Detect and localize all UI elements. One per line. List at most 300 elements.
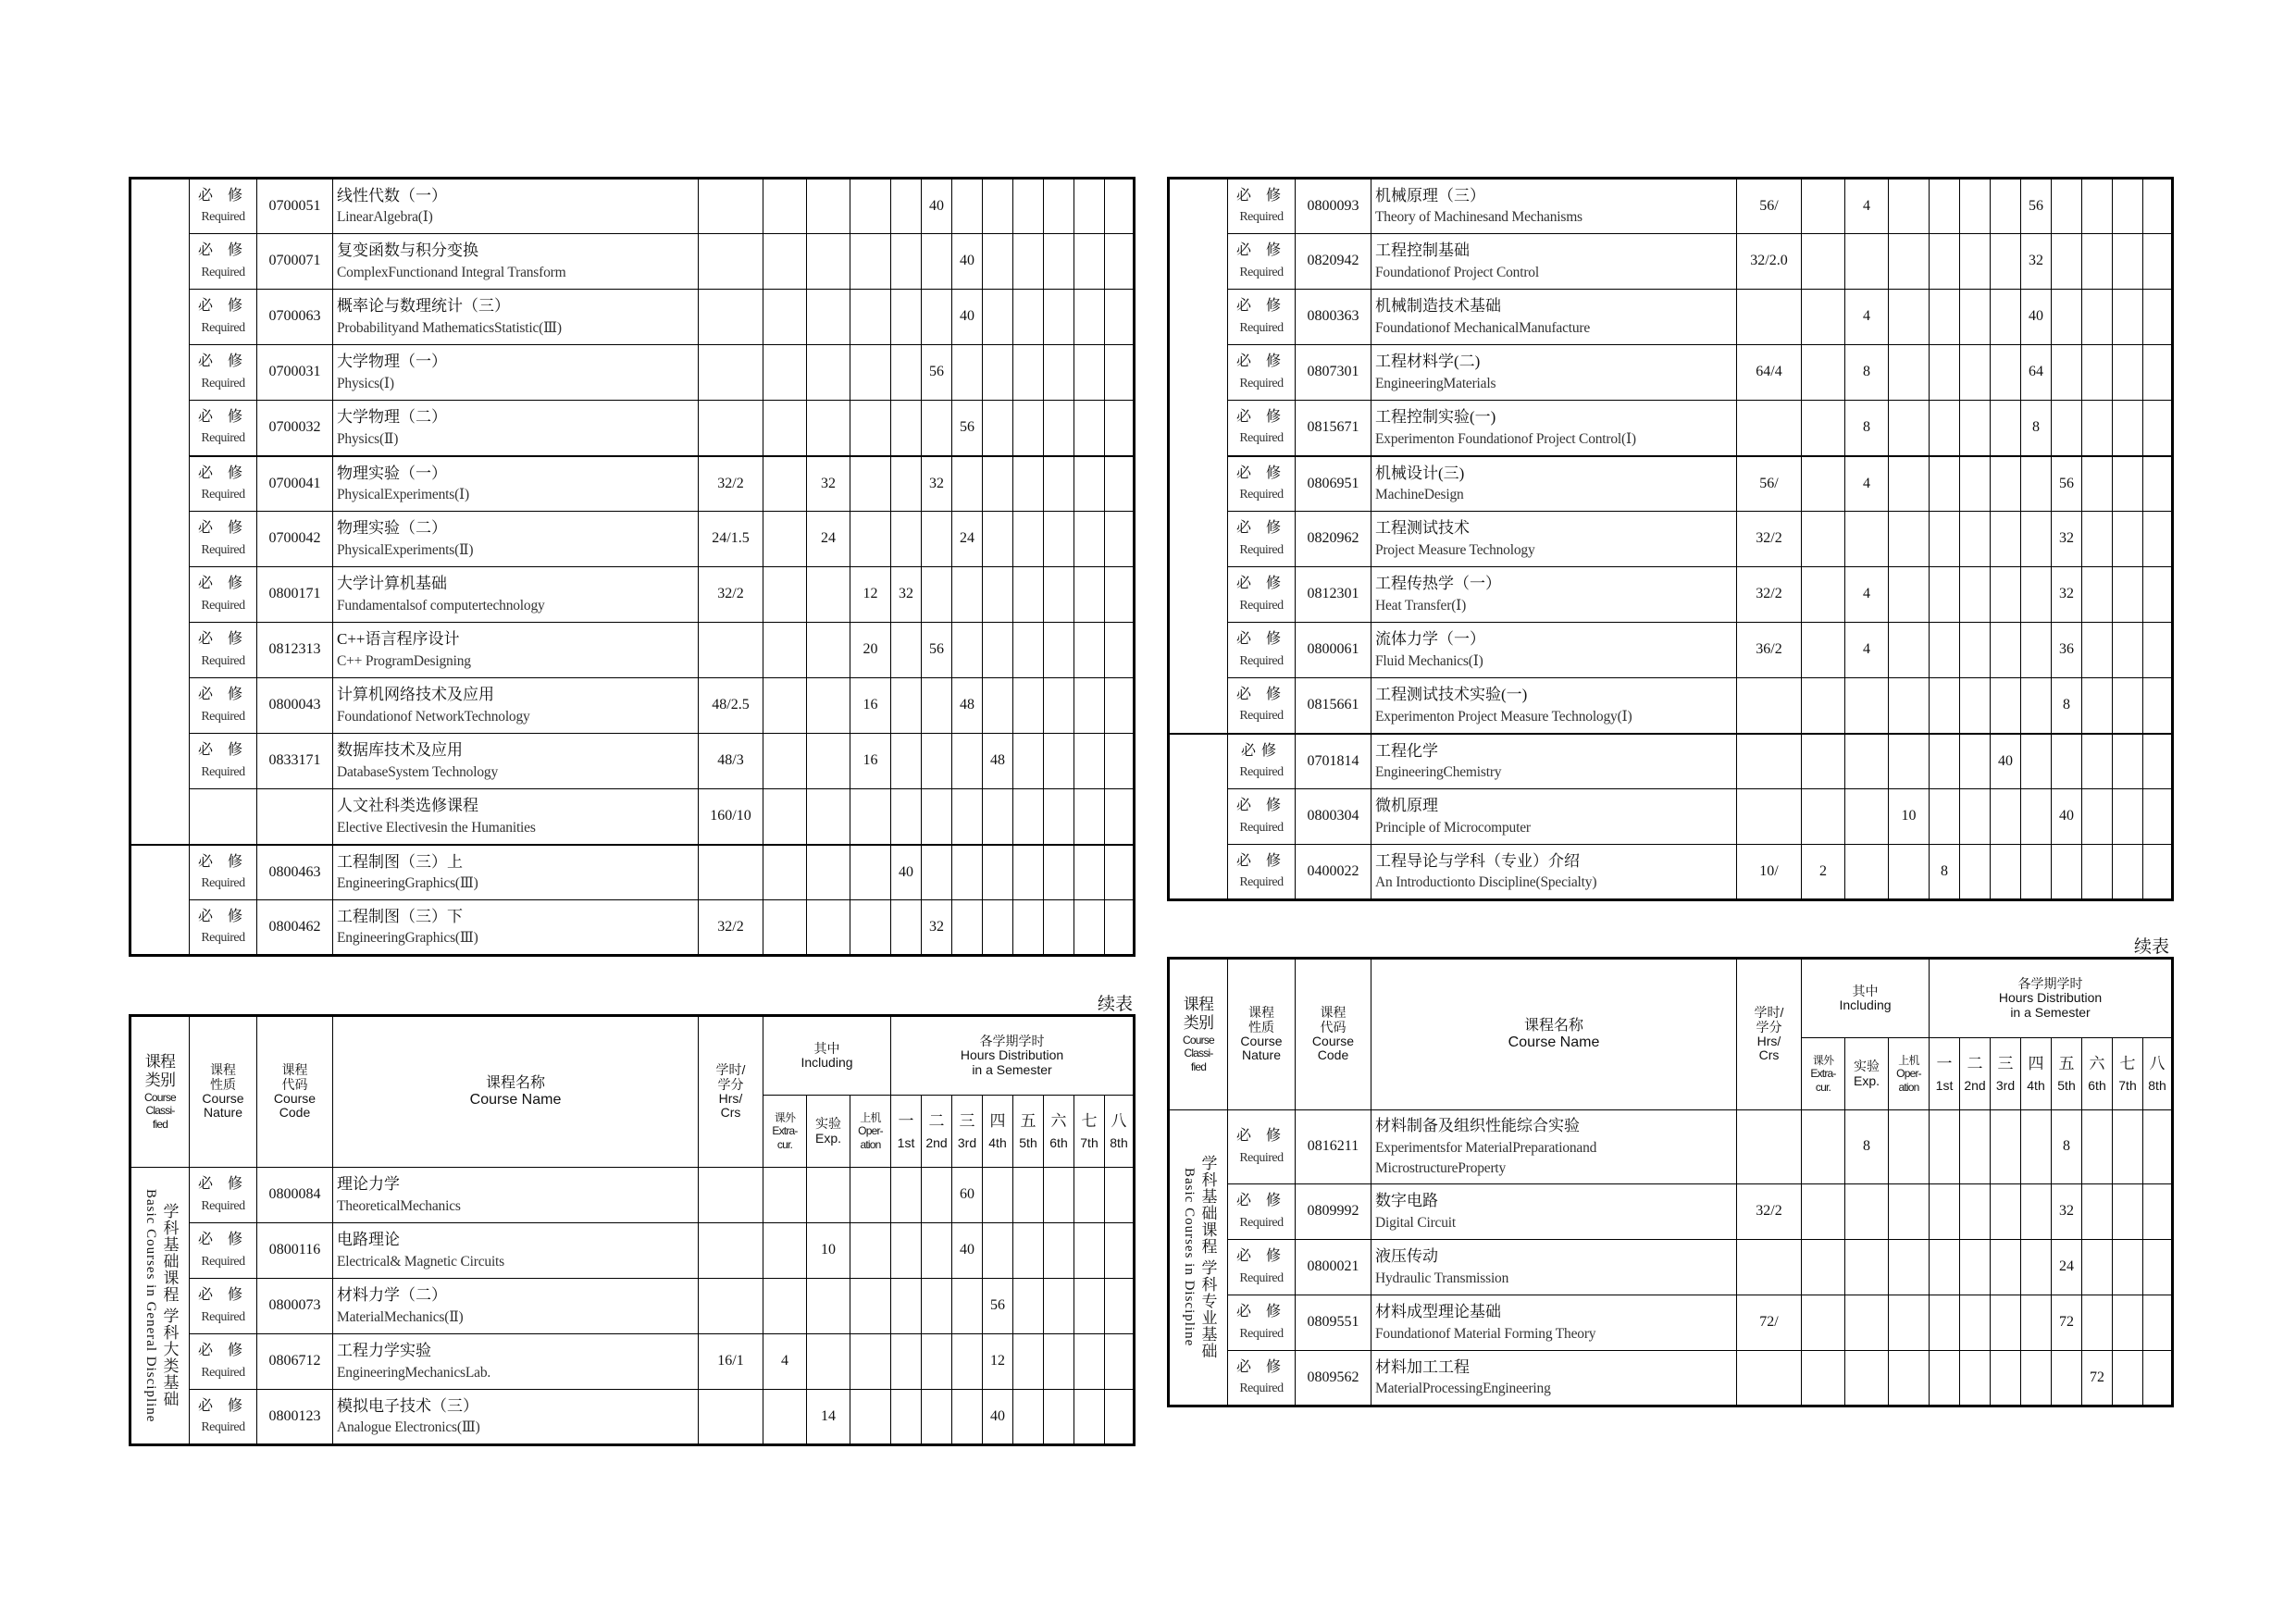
course-name <box>333 401 699 456</box>
course-name-en: Fluid Mechanics(Ⅰ) <box>1375 652 1483 669</box>
experiment-hours <box>807 623 850 678</box>
semester-2-hours: 32 <box>922 900 952 956</box>
header-code-line-3: Course <box>1311 1034 1355 1048</box>
course-code: 0806712 <box>257 1334 333 1390</box>
semester-3-hours: 56 <box>952 401 983 456</box>
semester-1-hours <box>891 623 922 678</box>
semester-7-hours <box>1074 512 1105 567</box>
nature-en: Required <box>201 265 245 279</box>
semester-8-hours <box>1105 345 1135 401</box>
header-hours-credits-line-3: Hrs/ <box>718 1091 743 1106</box>
experiment-hours <box>807 734 850 789</box>
course-nature <box>190 567 257 623</box>
semester-4-hours: 8 <box>2021 401 2052 456</box>
semester-6-hours <box>1044 290 1074 345</box>
course-name-zh: 线性代数（一） <box>337 186 447 204</box>
header-distribution <box>891 1016 1135 1096</box>
nature-zh: 必 修 <box>1235 631 1286 648</box>
extra-curricular-hours <box>1802 1240 1845 1295</box>
operation-hours <box>1889 512 1930 567</box>
hours-credits <box>699 1279 763 1334</box>
semester-8-hours <box>2143 290 2173 345</box>
header-extra-curricular-line-1: 课外 <box>1812 1053 1834 1067</box>
course-name <box>333 179 699 234</box>
hours-credits: 72/ <box>1737 1295 1802 1351</box>
experiment-hours: 10 <box>807 1223 850 1279</box>
semester-2-hours <box>1960 234 1991 290</box>
semester-3-hours <box>1991 567 2021 623</box>
course-code: 0800073 <box>257 1279 333 1334</box>
course-name <box>1371 1184 1737 1240</box>
semester-5-hours <box>1013 401 1044 456</box>
semester-8-hours <box>1105 623 1135 678</box>
course-row <box>130 1168 1135 1223</box>
course-row <box>1169 623 2173 678</box>
course-name-en: DatabaseSystem Technology <box>337 763 498 780</box>
semester-3-hours <box>1991 845 2021 900</box>
semester-8-hours <box>2143 1351 2173 1406</box>
operation-hours: 10 <box>1889 789 1930 845</box>
semester-5-hours <box>2052 401 2082 456</box>
nature-zh: 必 修 <box>197 409 248 425</box>
category-label-zh: 学科基础课程 学科大类基础 <box>160 1203 179 1408</box>
course-name-en: An Introductionto Discipline(Specialty) <box>1375 874 1597 891</box>
hours-credits <box>1737 1240 1802 1295</box>
header-including-line-2: Including <box>1839 997 1892 1012</box>
semester-3-hours <box>1991 179 2021 234</box>
semester-8-hours <box>1105 1279 1135 1334</box>
operation-hours <box>850 1168 891 1223</box>
semester-5-hours <box>1013 845 1044 900</box>
experiment-hours: 4 <box>1845 567 1889 623</box>
operation-hours: 16 <box>850 734 891 789</box>
semester-6-hours <box>1044 678 1074 734</box>
course-nature <box>190 345 257 401</box>
course-name-zh: 材料成型理论基础 <box>1375 1303 1501 1321</box>
course-nature <box>190 845 257 900</box>
course-row <box>1169 1240 2173 1295</box>
nature-zh: 必 修 <box>1235 1304 1286 1320</box>
header-semester-3 <box>1991 1038 2021 1110</box>
operation-hours: 12 <box>850 567 891 623</box>
semester-label-zh: 三 <box>959 1111 975 1130</box>
course-name <box>1371 567 1737 623</box>
semester-1-hours <box>1930 734 1960 789</box>
course-name-zh: 大学物理（一） <box>337 353 447 371</box>
semester-4-hours <box>983 1223 1013 1279</box>
category-cell <box>1169 179 1228 734</box>
operation-hours <box>850 290 891 345</box>
course-name <box>1371 234 1737 290</box>
course-row <box>130 179 1135 234</box>
header-distribution-line-1: 各学期学时 <box>2017 975 2083 991</box>
course-name-zh: 材料制备及组织性能综合实验 <box>1375 1117 1580 1135</box>
semester-2-hours <box>922 1279 952 1334</box>
experiment-hours <box>1845 734 1889 789</box>
header-distribution-line-2: Hours Distribution <box>960 1047 1064 1063</box>
header-operation <box>850 1096 891 1168</box>
course-name-en: Experimenton Foundationof Project Control(Ⅰ) <box>1375 430 1636 447</box>
semester-label-en: 3rd <box>1995 1078 2016 1094</box>
semester-2-hours <box>1960 567 1991 623</box>
semester-7-hours <box>1074 401 1105 456</box>
semester-8-hours <box>2143 1240 2173 1295</box>
nature-en: Required <box>1239 542 1284 557</box>
semester-5-hours <box>1013 567 1044 623</box>
extra-curricular-hours <box>1802 623 1845 678</box>
header-operation-line-1: 上机 <box>1898 1053 1919 1067</box>
course-name <box>333 234 699 290</box>
nature-zh: 必 修 <box>197 353 248 370</box>
operation-hours <box>1889 456 1930 512</box>
experiment-hours <box>807 1168 850 1223</box>
course-nature <box>1228 1351 1296 1406</box>
header-code-line-2: 代码 <box>281 1076 308 1092</box>
nature-en: Required <box>1239 820 1284 835</box>
course-name <box>1371 678 1737 734</box>
semester-8-hours <box>1105 1168 1135 1223</box>
nature-en: Required <box>201 542 245 557</box>
semester-6-hours <box>2082 512 2113 567</box>
semester-6-hours <box>1044 567 1074 623</box>
semester-6-hours <box>2082 345 2113 401</box>
course-name-en: MaterialMechanics(Ⅱ) <box>337 1308 464 1325</box>
course-code: 0800463 <box>257 845 333 900</box>
course-code: 0800021 <box>1296 1240 1371 1295</box>
course-name-zh: 机械制造技术基础 <box>1375 297 1501 316</box>
course-name-zh: 机械原理（三） <box>1375 186 1485 204</box>
semester-1-hours <box>1930 512 1960 567</box>
semester-7-hours <box>1074 678 1105 734</box>
header-nature-line-2: 性质 <box>210 1076 236 1092</box>
nature-en: Required <box>1239 210 1284 225</box>
nature-zh: 必 修 <box>197 853 248 870</box>
semester-6-hours <box>1044 345 1074 401</box>
operation-hours <box>850 345 891 401</box>
nature-zh: 必 修 <box>197 1232 248 1248</box>
header-operation-line-3: ation <box>1898 1080 1919 1094</box>
semester-7-hours <box>2113 734 2143 789</box>
category-cell <box>130 179 190 845</box>
course-name <box>333 623 699 678</box>
semester-7-hours <box>2113 678 2143 734</box>
semester-1-hours: 8 <box>1930 845 1960 900</box>
semester-7-hours <box>2113 789 2143 845</box>
nature-en: Required <box>201 376 245 390</box>
extra-curricular-hours <box>763 789 807 845</box>
semester-label-en: 4th <box>988 1135 1007 1151</box>
semester-label-en: 7th <box>2118 1078 2137 1094</box>
semester-label-en: 8th <box>2148 1078 2166 1094</box>
extra-curricular-hours <box>1802 456 1845 512</box>
course-code: 0700051 <box>257 179 333 234</box>
semester-7-hours <box>2113 1351 2143 1406</box>
header-category-line-1: 课程 <box>144 1053 176 1072</box>
semester-6-hours <box>2082 456 2113 512</box>
semester-4-hours <box>2021 678 2052 734</box>
semester-8-hours <box>1105 734 1135 789</box>
course-name-zh: 数据库技术及应用 <box>337 741 463 760</box>
header-including-line-2: Including <box>800 1055 853 1070</box>
semester-3-hours: 60 <box>952 1168 983 1223</box>
semester-7-hours <box>2113 567 2143 623</box>
semester-3-hours <box>952 1279 983 1334</box>
semester-4-hours <box>983 401 1013 456</box>
extra-curricular-hours <box>763 623 807 678</box>
semester-8-hours <box>2143 1110 2173 1184</box>
course-nature <box>1228 1184 1296 1240</box>
course-name-zh: 液压传动 <box>1375 1247 1438 1266</box>
semester-8-hours <box>2143 734 2173 789</box>
category-cell <box>130 845 190 956</box>
semester-7-hours <box>1074 456 1105 512</box>
nature-en: Required <box>201 875 245 890</box>
semester-4-hours <box>983 623 1013 678</box>
nature-en: Required <box>201 1309 245 1324</box>
hours-credits: 32/2 <box>699 567 763 623</box>
semester-6-hours <box>1044 456 1074 512</box>
course-name-zh: 大学物理（二） <box>337 408 447 427</box>
course-name-en: Elective Electivesin the Humanities <box>337 819 536 836</box>
semester-8-hours <box>1105 1390 1135 1445</box>
hours-credits: 32/2 <box>1737 567 1802 623</box>
semester-7-hours <box>2113 290 2143 345</box>
semester-5-hours <box>1013 512 1044 567</box>
course-name <box>333 290 699 345</box>
extra-curricular-hours <box>1802 401 1845 456</box>
semester-1-hours <box>1930 456 1960 512</box>
semester-label-zh: 七 <box>2119 1054 2136 1072</box>
category-label-zh: 学科基础课程 学科专业基础 <box>1198 1155 1217 1360</box>
semester-2-hours: 56 <box>922 345 952 401</box>
semester-1-hours <box>891 1334 922 1390</box>
semester-6-hours <box>1044 1334 1074 1390</box>
course-row <box>130 678 1135 734</box>
semester-3-hours <box>1991 1240 2021 1295</box>
nature-en: Required <box>1239 487 1284 502</box>
experiment-hours: 14 <box>807 1390 850 1445</box>
semester-5-hours: 32 <box>2052 567 2082 623</box>
semester-label-en: 2nd <box>925 1135 948 1151</box>
semester-6-hours <box>1044 1223 1074 1279</box>
semester-8-hours <box>1105 845 1135 900</box>
extra-curricular-hours <box>763 401 807 456</box>
nature-en: Required <box>201 1198 245 1213</box>
semester-2-hours <box>922 234 952 290</box>
semester-7-hours <box>2113 1295 2143 1351</box>
semester-3-hours <box>1991 789 2021 845</box>
nature-zh: 必 修 <box>1235 1248 1286 1265</box>
semester-2-hours <box>1960 290 1991 345</box>
hours-credits <box>1737 1110 1802 1184</box>
semester-8-hours <box>1105 512 1135 567</box>
hours-credits <box>699 179 763 234</box>
semester-1-hours <box>891 900 922 956</box>
header-including-line-1: 其中 <box>1852 983 1879 998</box>
semester-3-hours <box>1991 401 2021 456</box>
nature-en: Required <box>201 931 245 946</box>
semester-6-hours <box>1044 734 1074 789</box>
semester-label-en: 8th <box>1110 1135 1128 1151</box>
semester-7-hours <box>1074 900 1105 956</box>
nature-zh: 必 修 <box>197 631 248 648</box>
experiment-hours <box>807 789 850 845</box>
semester-8-hours <box>1105 1223 1135 1279</box>
course-name <box>1371 845 1737 900</box>
course-name <box>1371 179 1737 234</box>
semester-8-hours <box>2143 179 2173 234</box>
semester-2-hours <box>1960 1240 1991 1295</box>
semester-2-hours: 56 <box>922 623 952 678</box>
course-code: 0820962 <box>1296 512 1371 567</box>
hours-credits <box>699 345 763 401</box>
course-code: 0800123 <box>257 1390 333 1445</box>
semester-4-hours: 48 <box>983 734 1013 789</box>
semester-6-hours <box>1044 1168 1074 1223</box>
semester-4-hours <box>2021 1351 2052 1406</box>
semester-4-hours: 32 <box>2021 234 2052 290</box>
semester-4-hours <box>2021 512 2052 567</box>
course-row <box>130 623 1135 678</box>
course-name-en: Foundationof NetworkTechnology <box>337 708 530 725</box>
semester-4-hours <box>983 290 1013 345</box>
course-name-en: EngineeringGraphics(Ⅲ) <box>337 875 478 892</box>
hours-credits: 160/10 <box>699 789 763 845</box>
semester-3-hours <box>952 1334 983 1390</box>
course-name-zh: 概率论与数理统计（三） <box>337 297 510 316</box>
course-nature <box>1228 179 1296 234</box>
category-wrap <box>131 1189 189 1422</box>
semester-4-hours <box>2021 789 2052 845</box>
semester-2-hours <box>1960 1295 1991 1351</box>
semester-5-hours <box>2052 345 2082 401</box>
course-name <box>1371 623 1737 678</box>
course-nature <box>190 1279 257 1334</box>
nature-en: Required <box>1239 265 1284 279</box>
header-experiment-line-2: Exp. <box>1853 1072 1880 1088</box>
course-name-zh: 工程导论与学科（专业）介绍 <box>1375 851 1580 870</box>
header-category-line-3: Course <box>1183 1033 1214 1047</box>
course-table-top-left <box>129 177 1136 957</box>
extra-curricular-hours <box>1802 512 1845 567</box>
semester-label-en: 1st <box>897 1135 915 1151</box>
semester-5-hours: 40 <box>2052 789 2082 845</box>
course-code: 0700071 <box>257 234 333 290</box>
operation-hours <box>850 512 891 567</box>
semester-3-hours: 24 <box>952 512 983 567</box>
semester-7-hours <box>1074 1279 1105 1334</box>
semester-7-hours <box>1074 789 1105 845</box>
hours-credits <box>699 290 763 345</box>
course-name <box>333 1334 699 1390</box>
hours-credits: 32/2 <box>699 456 763 512</box>
semester-6-hours <box>2082 290 2113 345</box>
header-experiment-line-2: Exp. <box>814 1130 841 1146</box>
course-nature <box>190 456 257 512</box>
experiment-hours <box>807 845 850 900</box>
semester-1-hours: 32 <box>891 567 922 623</box>
header-extra-curricular <box>1802 1038 1845 1110</box>
nature-zh: 必 修 <box>197 687 248 703</box>
semester-8-hours <box>2143 234 2173 290</box>
semester-3-hours <box>952 789 983 845</box>
semester-2-hours <box>922 290 952 345</box>
header-category-line-2: 类别 <box>1183 1014 1214 1033</box>
nature-zh: 必 修 <box>197 187 248 204</box>
semester-7-hours <box>2113 845 2143 900</box>
course-code: 0701814 <box>1296 734 1371 789</box>
semester-1-hours <box>891 789 922 845</box>
semester-2-hours <box>1960 456 1991 512</box>
hours-credits: 48/2.5 <box>699 678 763 734</box>
operation-hours <box>1889 1184 1930 1240</box>
operation-hours <box>1889 734 1930 789</box>
semester-5-hours: 56 <box>2052 456 2082 512</box>
semester-label-en: 6th <box>1049 1135 1068 1151</box>
experiment-hours: 8 <box>1845 401 1889 456</box>
hours-credits: 16/1 <box>699 1334 763 1390</box>
course-row <box>1169 1184 2173 1240</box>
semester-4-hours <box>983 845 1013 900</box>
nature-zh: 必 修 <box>1235 1358 1286 1375</box>
course-code: 0800093 <box>1296 179 1371 234</box>
semester-2-hours: 40 <box>922 179 952 234</box>
course-code: 0700063 <box>257 290 333 345</box>
operation-hours <box>850 1279 891 1334</box>
header-category-line-5: fied <box>1190 1059 1207 1073</box>
extra-curricular-hours <box>1802 290 1845 345</box>
semester-5-hours <box>1013 900 1044 956</box>
semester-3-hours: 40 <box>952 234 983 290</box>
nature-en: Required <box>1239 431 1284 446</box>
semester-6-hours <box>2082 1184 2113 1240</box>
category-cell <box>1169 1110 1228 1406</box>
extra-curricular-hours: 2 <box>1802 845 1845 900</box>
experiment-hours <box>807 179 850 234</box>
semester-2-hours <box>922 1223 952 1279</box>
nature-en: Required <box>201 487 245 502</box>
course-code: 0800363 <box>1296 290 1371 345</box>
semester-5-hours <box>1013 1334 1044 1390</box>
experiment-hours <box>807 567 850 623</box>
semester-7-hours <box>1074 234 1105 290</box>
semester-6-hours <box>2082 845 2113 900</box>
nature-zh: 必 修 <box>1235 1128 1286 1145</box>
nature-zh: 必修 <box>1240 742 1282 759</box>
hours-credits <box>1737 290 1802 345</box>
experiment-hours <box>1845 1240 1889 1295</box>
course-name <box>1371 456 1737 512</box>
hours-credits: 32/2.0 <box>1737 234 1802 290</box>
course-nature <box>190 678 257 734</box>
course-name-en-line2: MicrostructureProperty <box>1375 1159 1507 1176</box>
course-name <box>1371 401 1737 456</box>
course-name-en: Foundationof Project Control <box>1375 264 1539 280</box>
course-name-en: Digital Circuit <box>1375 1214 1456 1231</box>
course-row <box>1169 290 2173 345</box>
nature-en: Required <box>201 1254 245 1269</box>
course-name-en: Fundamentalsof computertechnology <box>337 597 545 613</box>
semester-7-hours <box>2113 1184 2143 1240</box>
category-label <box>1180 1155 1216 1359</box>
experiment-hours <box>1845 678 1889 734</box>
semester-6-hours <box>2082 234 2113 290</box>
extra-curricular-hours <box>1802 1351 1845 1406</box>
nature-en: Required <box>1239 764 1284 779</box>
semester-7-hours <box>1074 1390 1105 1445</box>
semester-3-hours: 40 <box>952 290 983 345</box>
extra-curricular-hours <box>763 1390 807 1445</box>
